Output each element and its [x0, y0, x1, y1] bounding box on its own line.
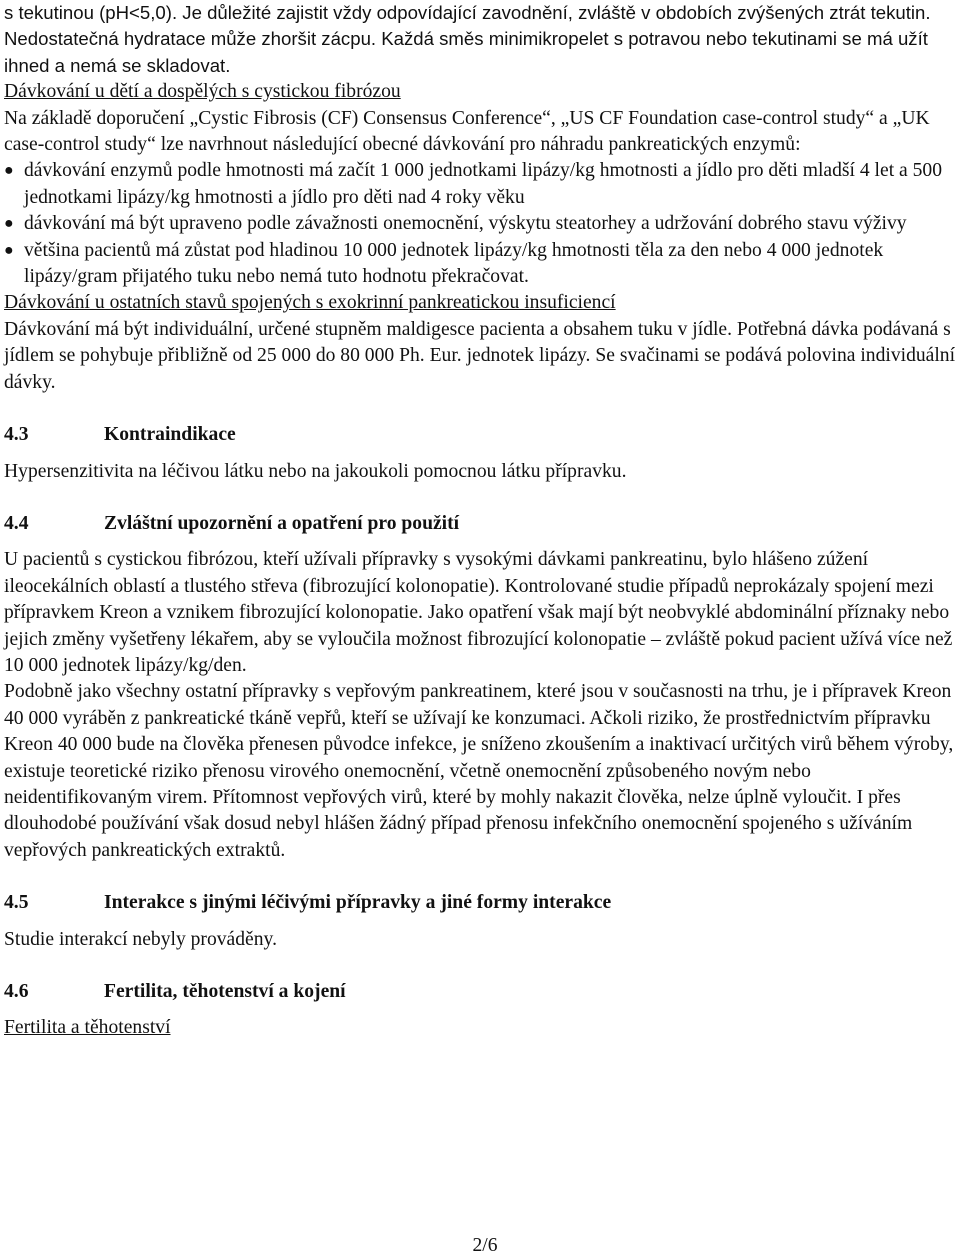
section-heading: [4, 422, 956, 448]
dosage-cf-bullets: [4, 158, 956, 290]
section-title: Kontraindikace: [104, 424, 236, 446]
list-item: ● dávkování má být upraveno podle závažnosti onemocnění, výskytu steatorhey a udržování dobrého stavu výživy: [4, 211, 956, 237]
section-heading: [4, 511, 956, 537]
section-title: Fertilita, těhotenství a kojení: [104, 981, 346, 1002]
section-4-5: [4, 890, 956, 953]
list-item: ● většina pacientů má zůstat pod hladinou 10 000 jednotek lipázy/kg hmotnosti těla za den nebo 4 000 jednotek lipázy/gram přijatého tuku nebo nemá tuto hodnotu překračovat.: [4, 238, 956, 291]
page-number: 2/6: [472, 1235, 498, 1256]
section-text: Studie interakcí nebyly prováděny.: [4, 928, 277, 950]
dosage-other-title: Dávkování u ostatních stavů spojených s exokrinní pankreatickou insuficiencí: [4, 292, 616, 314]
bullet-icon: ●: [4, 241, 14, 259]
section-4-6: [4, 979, 956, 1042]
section-number: 4.6: [4, 981, 29, 1002]
dosage-other-text: Dávkování má být individuální, určené stupněm maldigesce pacienta a obsahem tuku v jídle. Potřebná dávka podávaná s jídlem se pohybuje přibližně od 25 000 do 80 000 Ph. Eur. jednotek lipázy. Se svačinami se podává polovina individuální dávky.: [4, 318, 956, 393]
section-4-3: [4, 422, 956, 485]
document-page: [4, 0, 956, 1042]
section-number: 4.4: [4, 512, 29, 534]
section-number: 4.5: [4, 892, 29, 914]
page-footer: [0, 1235, 960, 1257]
list-item: ● dávkování enzymů podle hmotnosti má začít 1 000 jednotkami lipázy/kg hmotnosti a jídlo pro děti mladší 4 let a 500 jednotkami lipázy/kg hmotnosti a jídlo pro děti nad 4 roky věku: [4, 158, 956, 211]
section-title: Zvláštní upozornění a opatření pro použití: [104, 512, 460, 534]
section-heading: [4, 979, 956, 1005]
section-heading: [4, 890, 956, 916]
section-number: 4.3: [4, 424, 29, 446]
bullet-icon: ●: [4, 162, 14, 180]
section-paragraph-2: Podobně jako všechny ostatní přípravky s vepřovým pankreatinem, které jsou v současnosti na trhu, je i přípravek Kreon 40 000 vyráběn z pankreatické tkáně vepřů, kteří se užívají ke konzumaci. Ačkoli riziko, že prostřednictvím přípravku Kreon 40 000 bude na člověka přenesen původce infekce, je sníženo zkoušením a inaktivací určitých virů během výroby, existuje teoretické riziko přenosu virového onemocnění, včetně onemocnění způsobeného novým nebo neidentifikovaným virem. Přítomnost vepřových virů, které by mohly nakazit člověka, nelze úplně vyloučit. I přes dlouhodobé používání však dosud nebyl hlášen žádný případ přenosu infekčního onemocnění spojeného s užíváním vepřových pankreatických extraktů.: [4, 681, 954, 861]
section-subtitle: Fertilita a těhotenství: [4, 1017, 171, 1039]
section-paragraph-1: U pacientů s cystickou fibrózou, kteří užívali přípravky s vysokými dávkami pankreatinu, bylo hlášeno zúžení ileocekálních oblastí a tlustého střeva (fibrozující kolonopatie). Kontrolované studie případů neprokázaly spojení mezi přípravkem Kreon a vznikem fibrozující kolonopatie. Jako opatření však mají být neobvyklé abdominální příznaky nebo jejich změny vyšetřeny lékařem, aby se vyloučila možnost fibrozující kolonopatie – zvláště pokud pacient užívá více než 10 000 jednotek lipázy/kg/den.: [4, 549, 953, 676]
intro-paragraph: s tekutinou (pH<5,0). Je důležité zajistit vždy odpovídající zavodnění, zvláště v obdobích zvýšených ztrát tekutin. Nedostatečná hydratace může zhoršit zácpu. Každá směs minimikropelet s potravou nebo tekutinami se má užít ihned a nemá se skladovat.: [4, 2, 931, 76]
section-text: Hypersenzitivita na léčivou látku nebo na jakoukoli pomocnou látku přípravku.: [4, 460, 627, 482]
dosage-cf-intro: Na základě doporučení „Cystic Fibrosis (CF) Consensus Conference“, „US CF Foundation case-control study“ a „UK case-control study“ lze navrhnout následující obecné dávkování pro náhradu pankreatických enzymů:: [4, 107, 930, 156]
dosage-cf-title: Dávkování u dětí a dospělých s cystickou fibrózou: [4, 81, 401, 103]
section-title: Interakce s jinými léčivými přípravky a jiné formy interakce: [104, 892, 612, 914]
bullet-icon: ●: [4, 215, 14, 233]
section-4-4: [4, 511, 956, 864]
